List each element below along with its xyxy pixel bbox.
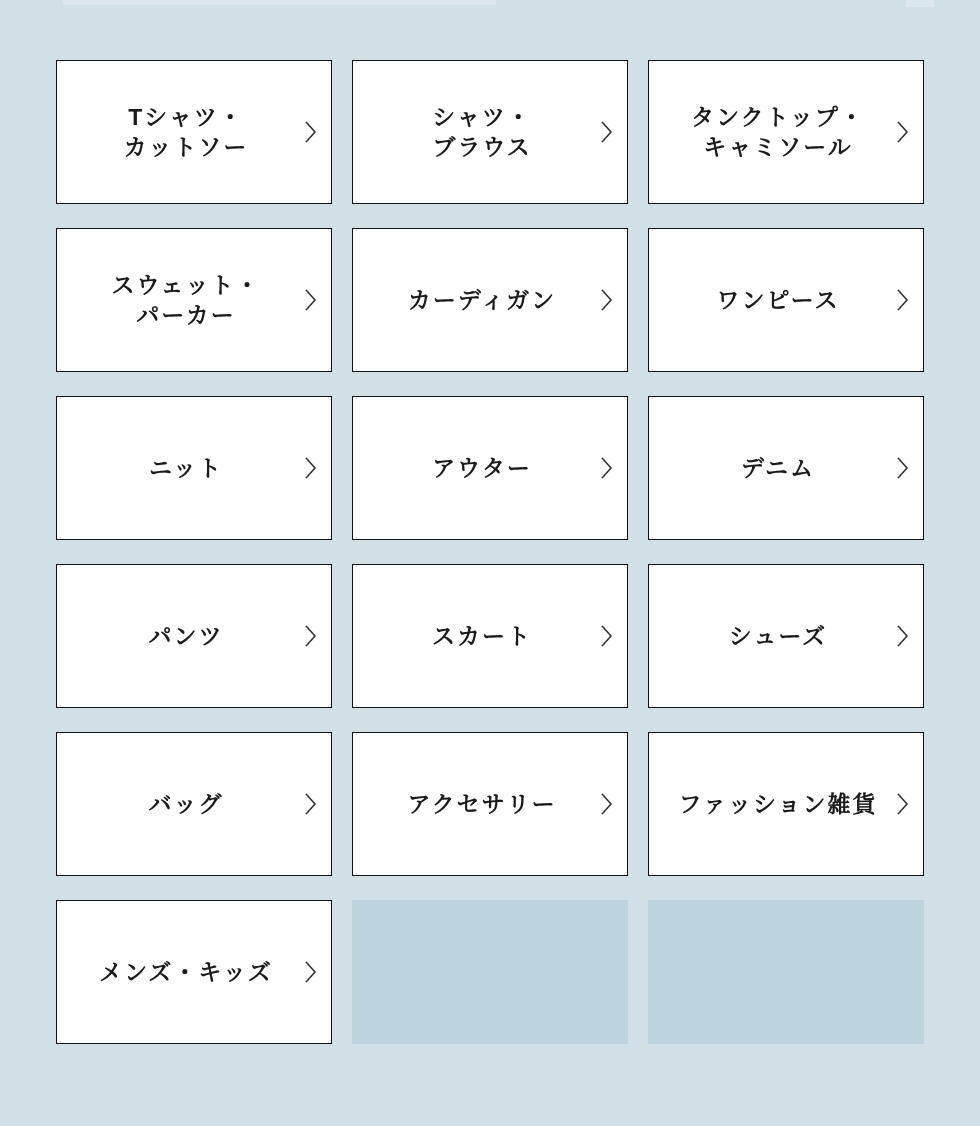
category-card-knit[interactable] <box>56 396 332 540</box>
category-card-pants[interactable] <box>56 564 332 708</box>
empty-category-slot <box>648 900 924 1044</box>
top-scroll-remnant <box>63 0 496 5</box>
chevron-right-icon <box>305 121 317 143</box>
chevron-right-icon <box>897 457 909 479</box>
category-card-tanktop-camisole[interactable] <box>648 60 924 204</box>
category-label: ファッション雑貨 <box>678 791 878 817</box>
chevron-right-icon <box>305 289 317 311</box>
category-label: デニム <box>740 455 816 481</box>
category-card-accessory[interactable] <box>352 732 628 876</box>
chevron-right-icon <box>601 121 613 143</box>
chevron-right-icon <box>897 625 909 647</box>
chevron-right-icon <box>601 457 613 479</box>
chevron-right-icon <box>897 121 909 143</box>
category-label: スカート <box>432 623 532 649</box>
category-label: タンクトップ・ キャミソール <box>691 104 865 160</box>
category-card-denim[interactable] <box>648 396 924 540</box>
chevron-right-icon <box>305 625 317 647</box>
category-card-mens-kids[interactable] <box>56 900 332 1044</box>
category-card-onepiece[interactable] <box>648 228 924 372</box>
category-card-shirt-blouse[interactable] <box>352 60 628 204</box>
category-label: メンズ・キッズ <box>99 959 273 985</box>
category-label: カーディガン <box>407 287 557 313</box>
chevron-right-icon <box>897 289 909 311</box>
chevron-right-icon <box>897 793 909 815</box>
category-label: ワンピース <box>716 287 840 313</box>
empty-category-slot <box>352 900 628 1044</box>
chevron-right-icon <box>601 289 613 311</box>
category-label: シャツ・ ブラウス <box>432 104 532 160</box>
chevron-right-icon <box>305 457 317 479</box>
category-card-bag[interactable] <box>56 732 332 876</box>
category-label: バッグ <box>148 791 224 817</box>
chevron-right-icon <box>305 793 317 815</box>
top-scroll-remnant-small <box>906 0 934 7</box>
category-card-skirt[interactable] <box>352 564 628 708</box>
category-card-sweat-parka[interactable] <box>56 228 332 372</box>
category-label: アクセサリー <box>407 791 557 817</box>
category-label: ニット <box>148 455 224 481</box>
category-card-shoes[interactable] <box>648 564 924 708</box>
category-label: アウター <box>432 455 532 481</box>
category-card-outer[interactable] <box>352 396 628 540</box>
category-label: パンツ <box>148 623 224 649</box>
category-label: シューズ <box>728 623 828 649</box>
category-card-fashion-goods[interactable] <box>648 732 924 876</box>
category-label: Tシャツ・ カットソー <box>123 104 249 160</box>
chevron-right-icon <box>601 793 613 815</box>
category-label: スウェット・ パーカー <box>111 272 261 328</box>
category-grid <box>56 60 924 1044</box>
chevron-right-icon <box>305 961 317 983</box>
category-card-tshirt-cutsew[interactable] <box>56 60 332 204</box>
category-card-cardigan[interactable] <box>352 228 628 372</box>
chevron-right-icon <box>601 625 613 647</box>
